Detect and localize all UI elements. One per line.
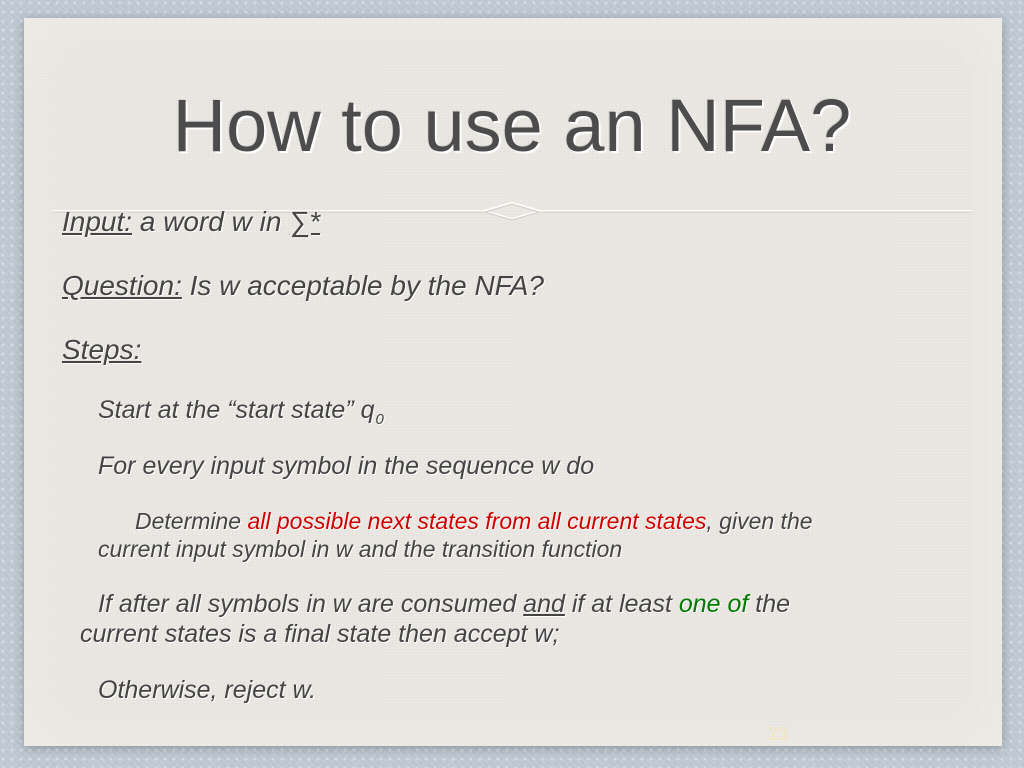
if-mid: if at least (564, 590, 679, 618)
determine-highlight: all possible next states from all current states (247, 508, 707, 534)
question-text: Is w acceptable by the NFA? (181, 270, 544, 301)
step-if (98, 590, 790, 619)
if-and: and (523, 590, 565, 618)
if-highlight: one of (678, 590, 749, 618)
step-for (98, 452, 594, 481)
input-line (62, 206, 320, 238)
if-suffix: the (748, 590, 791, 618)
step-for-text: For every input symbol in the sequence w do (98, 452, 595, 480)
q0-subscript: 0 (375, 411, 384, 428)
slide-title: How to use an NFA? (172, 84, 852, 167)
otherwise-text: Otherwise, reject w. (98, 676, 317, 704)
step-if-cont (80, 620, 559, 649)
input-label: Input: (62, 206, 133, 237)
question-label: Question: (62, 270, 182, 301)
input-text: a word w in (132, 206, 290, 237)
step-otherwise (98, 676, 316, 705)
steps-label: Steps: (62, 334, 142, 365)
step-start (98, 396, 384, 428)
step-start-text: Start at the “start state” q (98, 396, 375, 424)
page-number: 23 (768, 724, 789, 744)
question-line (62, 270, 544, 302)
if-line2: current states is a final state then accept w; (80, 620, 560, 648)
step-determine-cont (98, 536, 622, 563)
determine-line2: current input symbol in w and the transition function (98, 536, 623, 562)
if-prefix: If after all symbols in w are consumed (98, 590, 524, 618)
step-determine (135, 508, 813, 535)
determine-prefix: Determine (135, 508, 248, 534)
sigma-star: ∑* (289, 206, 321, 237)
steps-line (62, 334, 141, 366)
determine-suffix: , given the (706, 508, 813, 534)
